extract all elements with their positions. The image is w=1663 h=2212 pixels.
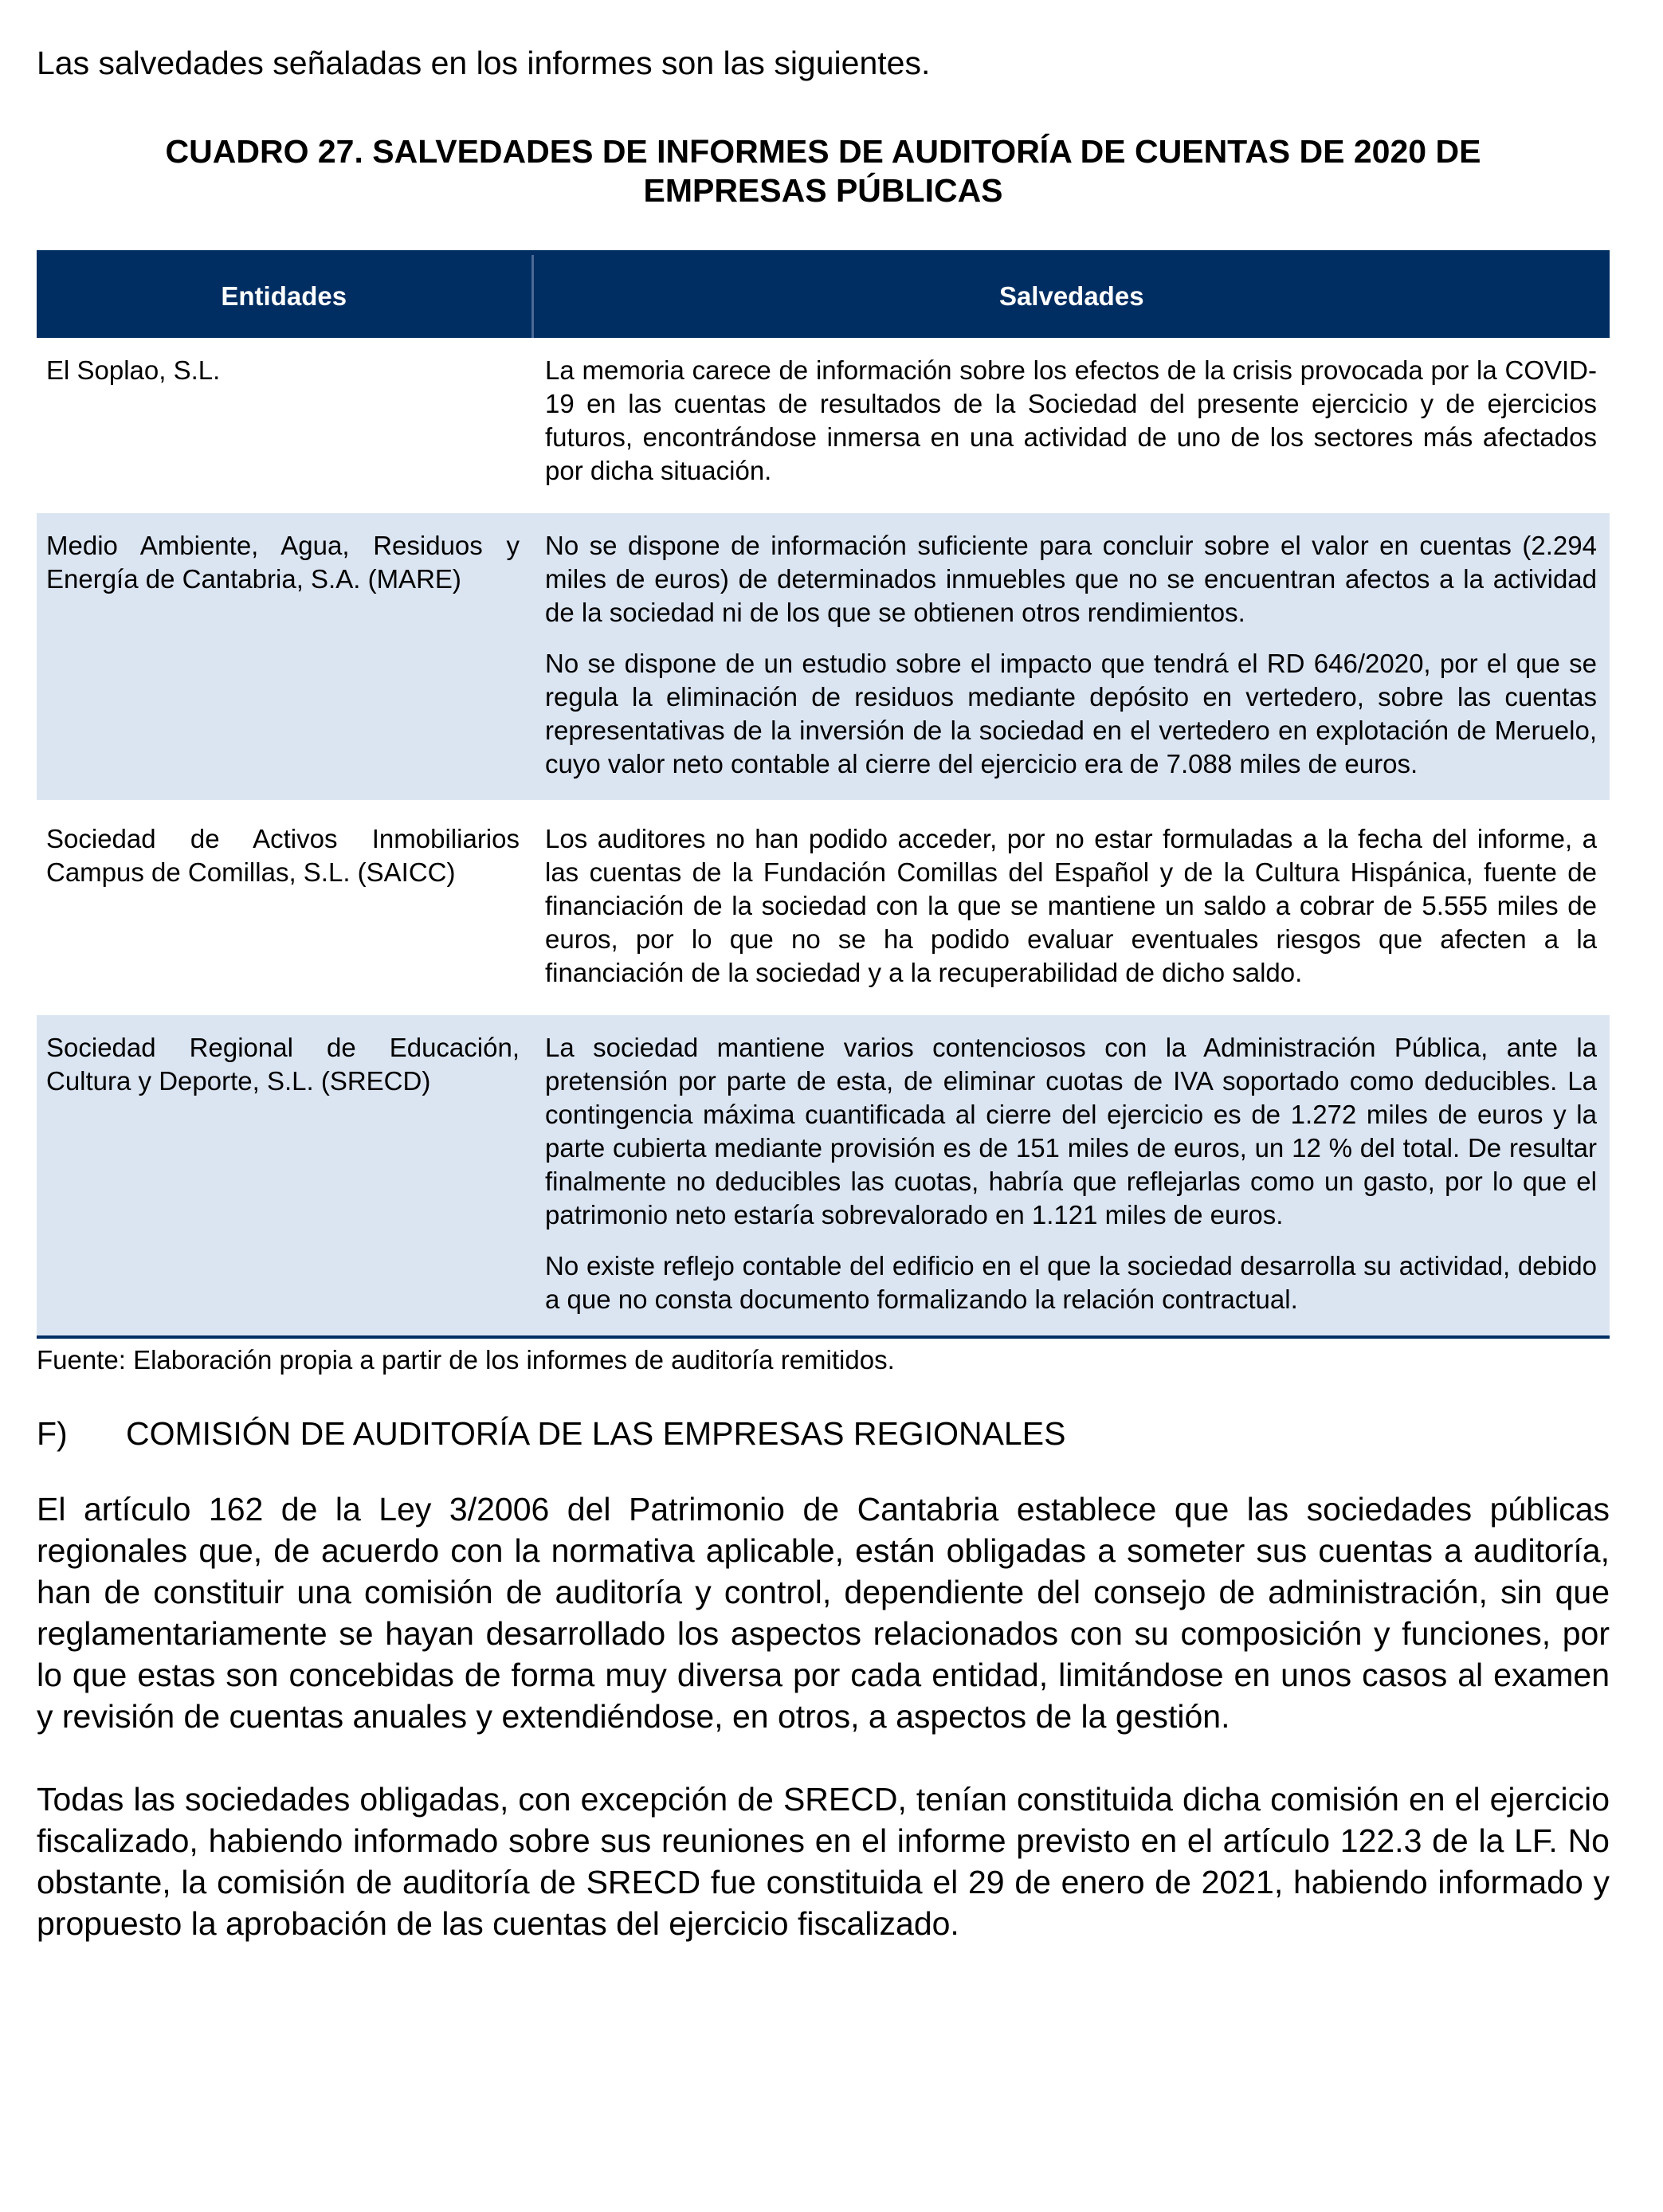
entity-name: Sociedad de Activos Inmobiliarios Campus de Comillas, S.L. (SAICC) bbox=[46, 824, 520, 887]
salvedad-text: La memoria carece de información sobre los efectos de la crisis provocada por la COVID-19 en las cuentas de resultados de la Sociedad del presente ejercicio y de ejercicios futuros, encontrándose inmersa en una actividad de uno de los sectores más afectados por dicha situación. bbox=[545, 355, 1597, 485]
salvedades-table bbox=[37, 250, 1610, 1339]
section-letter: F) bbox=[37, 1415, 68, 1452]
salvedad-cell bbox=[532, 806, 1610, 1009]
entity-cell bbox=[37, 513, 532, 800]
table-row bbox=[37, 513, 1610, 800]
entity-name: Medio Ambiente, Agua, Residuos y Energía de Cantabria, S.A. (MARE) bbox=[46, 531, 520, 594]
entity-cell bbox=[37, 1015, 532, 1337]
salvedad-text: No se dispone de un estudio sobre el impacto que tendrá el RD 646/2020, por el que se regula la eliminación de residuos mediante depósito en vertedero, sobre las cuentas representativas de la inversión de la sociedad en el vertedero en explotación de Meruelo, cuyo valor neto contable al cierre del ejercicio era de 7.088 miles de euros. bbox=[545, 649, 1597, 779]
caption-line-1: CUADRO 27. SALVEDADES DE INFORMES DE AUDITORÍA DE CUENTAS DE 2020 DE bbox=[165, 133, 1481, 170]
salvedad-text: No existe reflejo contable del edificio en el que la sociedad desarrolla su actividad, debido a que no consta documento formalizando la relación contractual. bbox=[545, 1251, 1597, 1314]
header-entidades: Entidades bbox=[37, 253, 532, 338]
salvedad-cell bbox=[532, 513, 1610, 800]
entity-name: El Soplao, S.L. bbox=[46, 355, 221, 385]
header-salvedades: Salvedades bbox=[532, 253, 1610, 338]
table-caption bbox=[37, 132, 1610, 210]
salvedad-text: No se dispone de información suficiente para concluir sobre el valor en cuentas (2.294 miles de euros) de determinados inmuebles que no se encuentran afectos a la actividad de la sociedad ni de los que se obtienen otros rendimientos. bbox=[545, 531, 1597, 627]
section-heading bbox=[37, 1410, 1610, 1457]
body-paragraph: El artículo 162 de la Ley 3/2006 del Patrimonio de Cantabria establece que las sociedades públicas regionales que, de acuerdo con la normativa aplicable, están obligadas a someter sus cuentas a auditoría, han de constituir una comisión de auditoría y control, dependiente del consejo de administración, sin que reglamentariamente se hayan desarrollado los aspectos relacionados con su composición y funciones, por lo que estas son concebidas de forma muy diversa por cada entidad, limitándose en unos casos al examen y revisión de cuentas anuales y extendiéndose, en otros, a aspectos de la gestión. bbox=[37, 1491, 1610, 1735]
entity-cell bbox=[37, 338, 532, 507]
entity-cell bbox=[37, 806, 532, 1009]
document-page bbox=[37, 40, 1610, 1986]
salvedad-text: La sociedad mantiene varios contenciosos con la Administración Pública, ante la pretensión por parte de esta, de eliminar cuotas de IVA soportado como deducibles. La contingencia máxima cuantificada al cierre del ejercicio es de 1.272 miles de euros y la parte cubierta mediante provisión es de 151 miles de euros, un 12 % del total. De resultar finalmente no deducibles las cuotas, habría que reflejarlas como un gasto, por lo que el patrimonio neto estaría sobrevalorado en 1.121 miles de euros. bbox=[545, 1033, 1597, 1230]
table-row bbox=[37, 1015, 1610, 1337]
intro-text: Las salvedades señaladas en los informes son las siguientes. bbox=[37, 45, 931, 81]
entity-name: Sociedad Regional de Educación, Cultura y Deporte, S.L. (SRECD) bbox=[46, 1033, 520, 1096]
table-row bbox=[37, 806, 1610, 1009]
caption-line-2: EMPRESAS PÚBLICAS bbox=[643, 172, 1003, 209]
table-header-row bbox=[37, 253, 1610, 338]
table-source-note: Fuente: Elaboración propia a partir de los informes de auditoría remitidos. bbox=[37, 1345, 895, 1375]
table-row bbox=[37, 338, 1610, 507]
salvedad-cell bbox=[532, 1015, 1610, 1337]
salvedad-cell bbox=[532, 338, 1610, 507]
body-paragraph: Todas las sociedades obligadas, con excepción de SRECD, tenían constituida dicha comisión en el ejercicio fiscalizado, habiendo informado sobre sus reuniones en el informe previsto en el artículo 122.3 de la LF. No obstante, la comisión de auditoría de SRECD fue constituida el 29 de enero de 2021, habiendo informado y propuesto la aprobación de las cuentas del ejercicio fiscalizado. bbox=[37, 1781, 1610, 1942]
salvedad-text: Los auditores no han podido acceder, por no estar formuladas a la fecha del informe, a las cuentas de la Fundación Comillas del Español y de la Cultura Hispánica, fuente de financiación de la sociedad con la que se mantiene un saldo a cobrar de 5.555 miles de euros, por lo que no se ha podido evaluar eventuales riesgos que afecten a la financiación de la sociedad y a la recuperabilidad de dicho saldo. bbox=[545, 824, 1597, 987]
section-title: COMISIÓN DE AUDITORÍA DE LAS EMPRESAS REGIONALES bbox=[126, 1415, 1066, 1452]
